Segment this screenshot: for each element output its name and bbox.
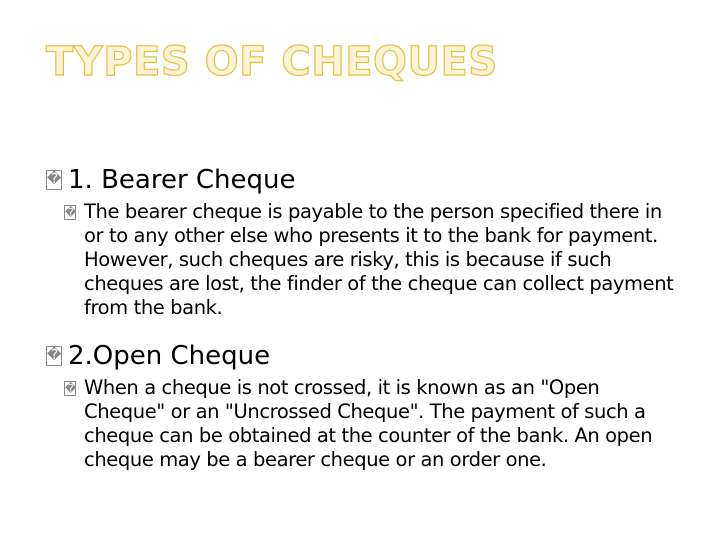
bullet-icon: �	[46, 170, 62, 190]
body-text: The bearer cheque is payable to the person specified there in or to any other else who presents it to the bank for payment. However, such cheques are risky, this is because if such cheques are lost, the finder of the cheque can collect payment from the bank.	[84, 200, 674, 319]
section-heading	[46, 163, 296, 197]
heading-text: 2.Open Cheque	[68, 341, 271, 371]
bullet-icon: �	[65, 382, 77, 395]
section-body	[64, 376, 674, 472]
slide-title: TYPES OF CHEQUES	[46, 39, 498, 85]
bullet-icon: �	[65, 206, 77, 219]
section-heading	[46, 339, 270, 373]
bullet-icon: �	[46, 346, 62, 366]
body-text: When a cheque is not crossed, it is known as an "Open Cheque" or an "Uncrossed Cheque". The payment of such a cheque can be obtained at the counter of the bank. An open cheque may be a bearer cheque or an order one.	[84, 376, 653, 471]
heading-text: 1. Bearer Cheque	[68, 165, 296, 195]
section-body	[64, 200, 674, 320]
